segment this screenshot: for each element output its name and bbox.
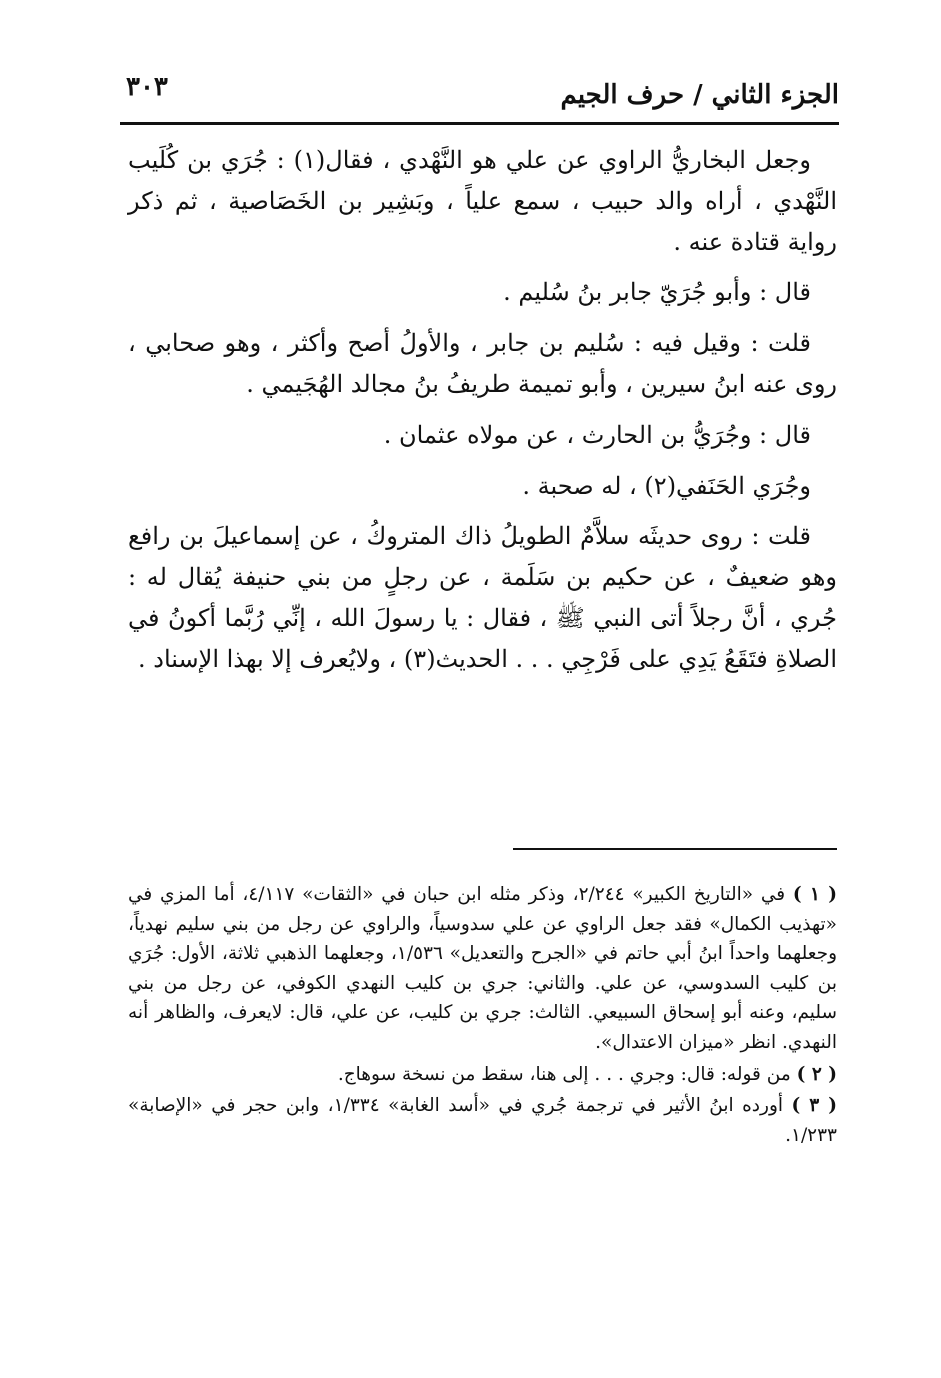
running-title: الجزء الثاني / حرف الجيم: [560, 80, 839, 110]
paragraph: وجُرَي الحَنَفي(٢) ، له صحبة .: [522, 471, 811, 500]
footnote-number: ( ١ ): [792, 884, 837, 905]
footnote: [128, 880, 837, 1058]
paragraph: قال : وأبو جُرَيّ جابر بنُ سُليم .: [503, 278, 811, 307]
footnote-text: أورده ابنُ الأثير في ترجمة جُري في «أسد الغابة» ١/٣٣٤، وابن حجر في «الإصابة» ١/٢٣٣.: [128, 1095, 837, 1146]
footnotes: [128, 880, 837, 1152]
footnote-text: في «التاريخ الكبير» ٢/٢٤٤، وذكر مثله ابن حبان في «الثقات» ٤/١١٧، أما المزي في «تهذيب الكمال» فقد جعل الراوي عن علي سدوسياً، والراوي عن رجل من بني سليم نهدياً، وجعلهما واحداً ابنُ أبي حاتم في «الجرح والتعديل» ١/٥٣٦، وجعلهما الذهبي ثلاثة، الأول: جُرَي بن كليب السدوسي، عن علي. والثاني: جري بن كليب النهدي الكوفي، عن رجل من بني سليم، وعنه أبو إسحاق السبيعي. الثالث: جري بن كليب، عن علي، قال: لايعرف، والظاهر أنه النهدي. انظر «ميزان الاعتدال».: [128, 884, 838, 1053]
main-text: [128, 140, 837, 690]
page-number: ٣٠٣: [126, 72, 168, 102]
footnote-separator: [513, 848, 837, 850]
page-header: [120, 72, 839, 116]
paragraph: قلت : روى حديثَه سلاَّمٌ الطويلُ ذاك المتروكُ ، عن إسماعيلَ بن رافع وهو ضعيفٌ ، عن حكيم بن سَلَمة ، عن رجلٍ من بني حنيفة يُقال له : جُري ، أنَّ رجلاً أتى النبي ﷺ ، فقال : يا رسولَ الله ، إنِّي رُبَّما أكونُ في الصلاةِ فتَقَعُ يَدِي على فَرْجِي . . . الحديث(٣) ، ولايُعرف إلا بهذا الإسناد .: [128, 522, 837, 673]
footnote: [128, 1091, 837, 1150]
footnote-text: من قوله: قال: وجري . . . إلى هنا، سقط من نسخة سوهاج.: [337, 1063, 791, 1085]
paragraph: وجعل البخاريُّ الراوي عن علي هو النَّهْدي ، فقال(١) : جُرَي بن كُلَيب النَّهْدي ، أراه والد حبيب ، سمع علياً ، وبَشِير بن الخَصَاصية ، ثم ذكر رواية قتادة عنه .: [128, 146, 837, 256]
paragraph: قلت : وقيل فيه : سُليم بن جابر ، والأولُ أصح وأكثر ، وهو صحابي ، روى عنه ابنُ سيرين ، وأبو تميمة طريفُ بنُ مجالد الهُجَيمي .: [128, 329, 837, 398]
header-rule: [120, 122, 839, 125]
footnote-number: ( ٣ ): [791, 1095, 837, 1117]
paragraph: قال : وجُرَيُّ بن الحارث ، عن مولاه عثمان .: [383, 420, 811, 449]
footnote: [128, 1060, 837, 1090]
footnote-number: ( ٢ ): [796, 1063, 837, 1085]
